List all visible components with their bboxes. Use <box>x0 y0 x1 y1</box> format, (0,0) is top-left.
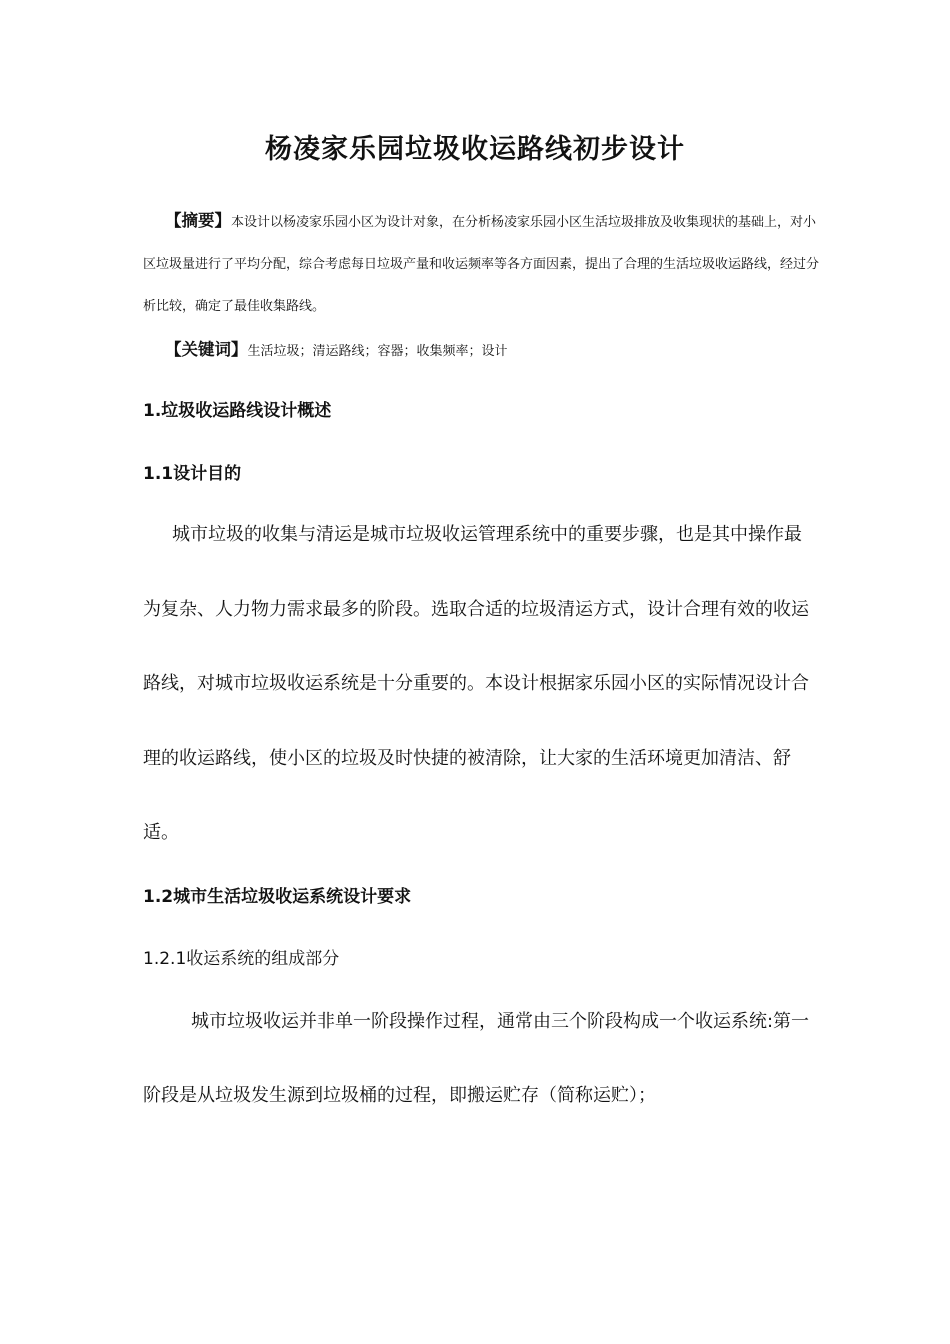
section-1-1-paragraph: 城市垃圾的收集与清运是城市垃圾收运管理系统中的重要步骤，也是其中操作最为复杂、人力物力需求最多的阶段。选取合适的垃圾清运方式，设计合理有效的收运路线，对城市垃圾收运系统是十分重要的。本设计根据家乐园小区的实际情况设计合理的收运路线，使小区的垃圾及时快捷的被清除，让大家的生活环境更加清洁、舒适。 <box>143 524 809 843</box>
abstract-text: 本设计以杨凌家乐园小区为设计对象，在分析杨凌家乐园小区生活垃圾排放及收集现状的基础上，对小区垃圾量进行了平均分配，综合考虑每日垃圾产量和收运频率等各方面因素，提出了合理的生活垃圾收运路线，经过分析比较，确定了最佳收集路线。 <box>143 215 820 314</box>
abstract-label: 【摘要】 <box>165 211 231 230</box>
section-1-1-heading: 1.1设计目的 <box>143 464 242 484</box>
keywords-block <box>143 336 823 366</box>
section-1-2-heading: 1.2城市生活垃圾收运系统设计要求 <box>143 887 412 907</box>
section-1-heading: 1.垃圾收运路线设计概述 <box>143 401 332 421</box>
abstract-paragraph <box>143 200 823 328</box>
keywords-text: 生活垃圾；清运路线；容器；收集频率；设计 <box>247 344 508 359</box>
document-title: 杨凌家乐园垃圾收运路线初步设计 <box>265 134 685 165</box>
section-1-2-1-paragraph: 城市垃圾收运并非单一阶段操作过程，通常由三个阶段构成一个收运系统:第一阶段是从垃圾发生源到垃圾桶的过程，即搬运贮存（简称运贮）； <box>143 1011 810 1106</box>
keywords-label: 【关键词】 <box>165 340 248 359</box>
abstract-block <box>143 200 823 328</box>
section-1-2-1-heading: 1.2.1收运系统的组成部分 <box>143 949 340 969</box>
